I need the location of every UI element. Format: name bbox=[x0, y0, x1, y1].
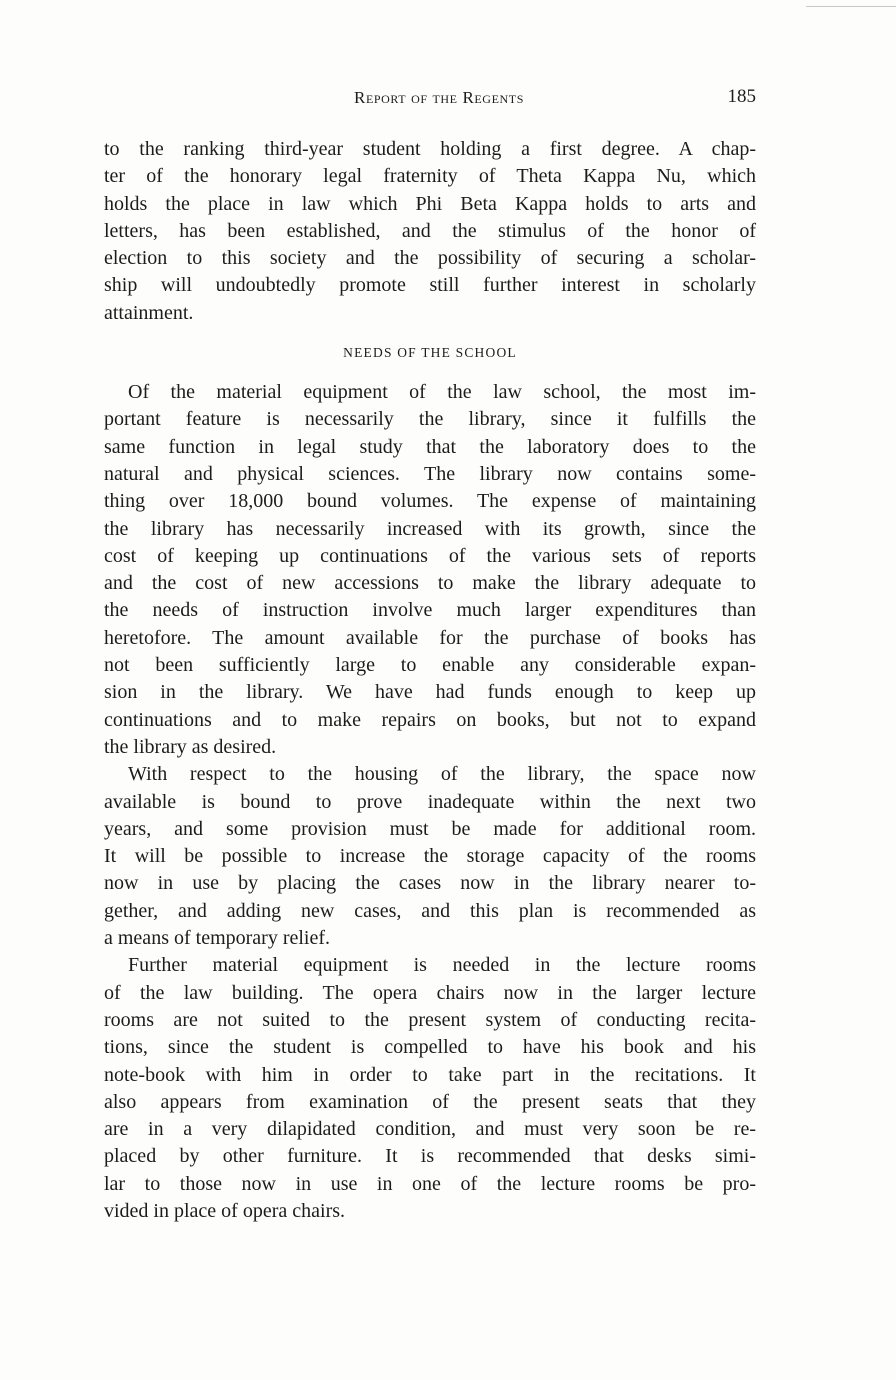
text-line: election to this society and the possibility of securing a scholar- bbox=[104, 247, 756, 270]
text-line: available is bound to prove inadequate within the next two bbox=[104, 790, 756, 813]
text-line: same function in legal study that the laboratory does to the bbox=[104, 435, 756, 458]
text-line: rooms are not suited to the present system of conducting recita- bbox=[104, 1008, 756, 1031]
text-line: Of the material equipment of the law school, the most im- bbox=[128, 381, 756, 404]
running-header bbox=[104, 88, 756, 114]
text-line: lar to those now in use in one of the lecture rooms be pro- bbox=[104, 1172, 756, 1195]
paragraph bbox=[104, 952, 756, 1225]
text-line: and the cost of new accessions to make the library adequate to bbox=[104, 572, 756, 595]
text-line: With respect to the housing of the library, the space now bbox=[128, 763, 756, 786]
page-number: 185 bbox=[727, 86, 756, 107]
text-line: gether, and adding new cases, and this plan is recommended as bbox=[104, 899, 756, 922]
text-line: placed by other furniture. It is recommended that desks simi- bbox=[104, 1145, 756, 1168]
text-line: Further material equipment is needed in the lecture rooms bbox=[128, 954, 756, 977]
text-line: natural and physical sciences. The library now contains some- bbox=[104, 462, 756, 485]
text-line: attainment. bbox=[104, 301, 194, 324]
text-line: heretofore. The amount available for the purchase of books has bbox=[104, 626, 756, 649]
text-line: to the ranking third-year student holding a first degree. A chap- bbox=[104, 138, 756, 160]
text-line: tions, since the student is compelled to have his book and his bbox=[104, 1036, 756, 1059]
text-line: note-book with him in order to take part in the recitations. It bbox=[104, 1063, 756, 1086]
page-edge-rule bbox=[806, 6, 896, 7]
text-line: ship will undoubtedly promote still further interest in scholarly bbox=[104, 274, 756, 297]
text-line: continuations and to make repairs on books, but not to expand bbox=[104, 708, 756, 731]
text-line: the needs of instruction involve much larger expenditures than bbox=[104, 599, 756, 622]
text-line: holds the place in law which Phi Beta Kappa holds to arts and bbox=[104, 192, 756, 215]
text-line: of the law building. The opera chairs now in the larger lecture bbox=[104, 981, 756, 1004]
text-line: are in a very dilapidated condition, and must very soon be re- bbox=[104, 1118, 756, 1141]
running-title: Report of the Regents bbox=[354, 88, 524, 107]
text-line: sion in the library. We have had funds enough to keep up bbox=[104, 681, 756, 704]
text-line: vided in place of opera chairs. bbox=[104, 1199, 346, 1222]
text-line: It will be possible to increase the storage capacity of the rooms bbox=[104, 845, 756, 868]
text-line: years, and some provision must be made for additional room. bbox=[104, 817, 756, 840]
text-line: portant feature is necessarily the library, since it fulfills the bbox=[104, 408, 756, 431]
body-text bbox=[104, 136, 756, 1225]
paragraph bbox=[104, 136, 756, 327]
text-line: thing over 18,000 bound volumes. The expense of maintaining bbox=[104, 490, 756, 513]
text-line: the library has necessarily increased with its growth, since the bbox=[104, 517, 756, 540]
text-line: also appears from examination of the present seats that they bbox=[104, 1090, 756, 1113]
text-line: ter of the honorary legal fraternity of Theta Kappa Nu, which bbox=[104, 165, 756, 188]
text-line: not been sufficiently large to enable any considerable expan- bbox=[104, 654, 756, 677]
text-line: now in use by placing the cases now in the library nearer to- bbox=[104, 872, 756, 895]
text-line: letters, has been established, and the stimulus of the honor of bbox=[104, 219, 756, 242]
text-line: the library as desired. bbox=[104, 735, 277, 758]
paragraph bbox=[104, 379, 756, 761]
text-line: cost of keeping up continuations of the various sets of reports bbox=[104, 544, 756, 567]
section-heading: NEEDS OF THE SCHOOL bbox=[343, 345, 517, 361]
paragraph bbox=[104, 761, 756, 952]
text-line: a means of temporary relief. bbox=[104, 927, 331, 950]
